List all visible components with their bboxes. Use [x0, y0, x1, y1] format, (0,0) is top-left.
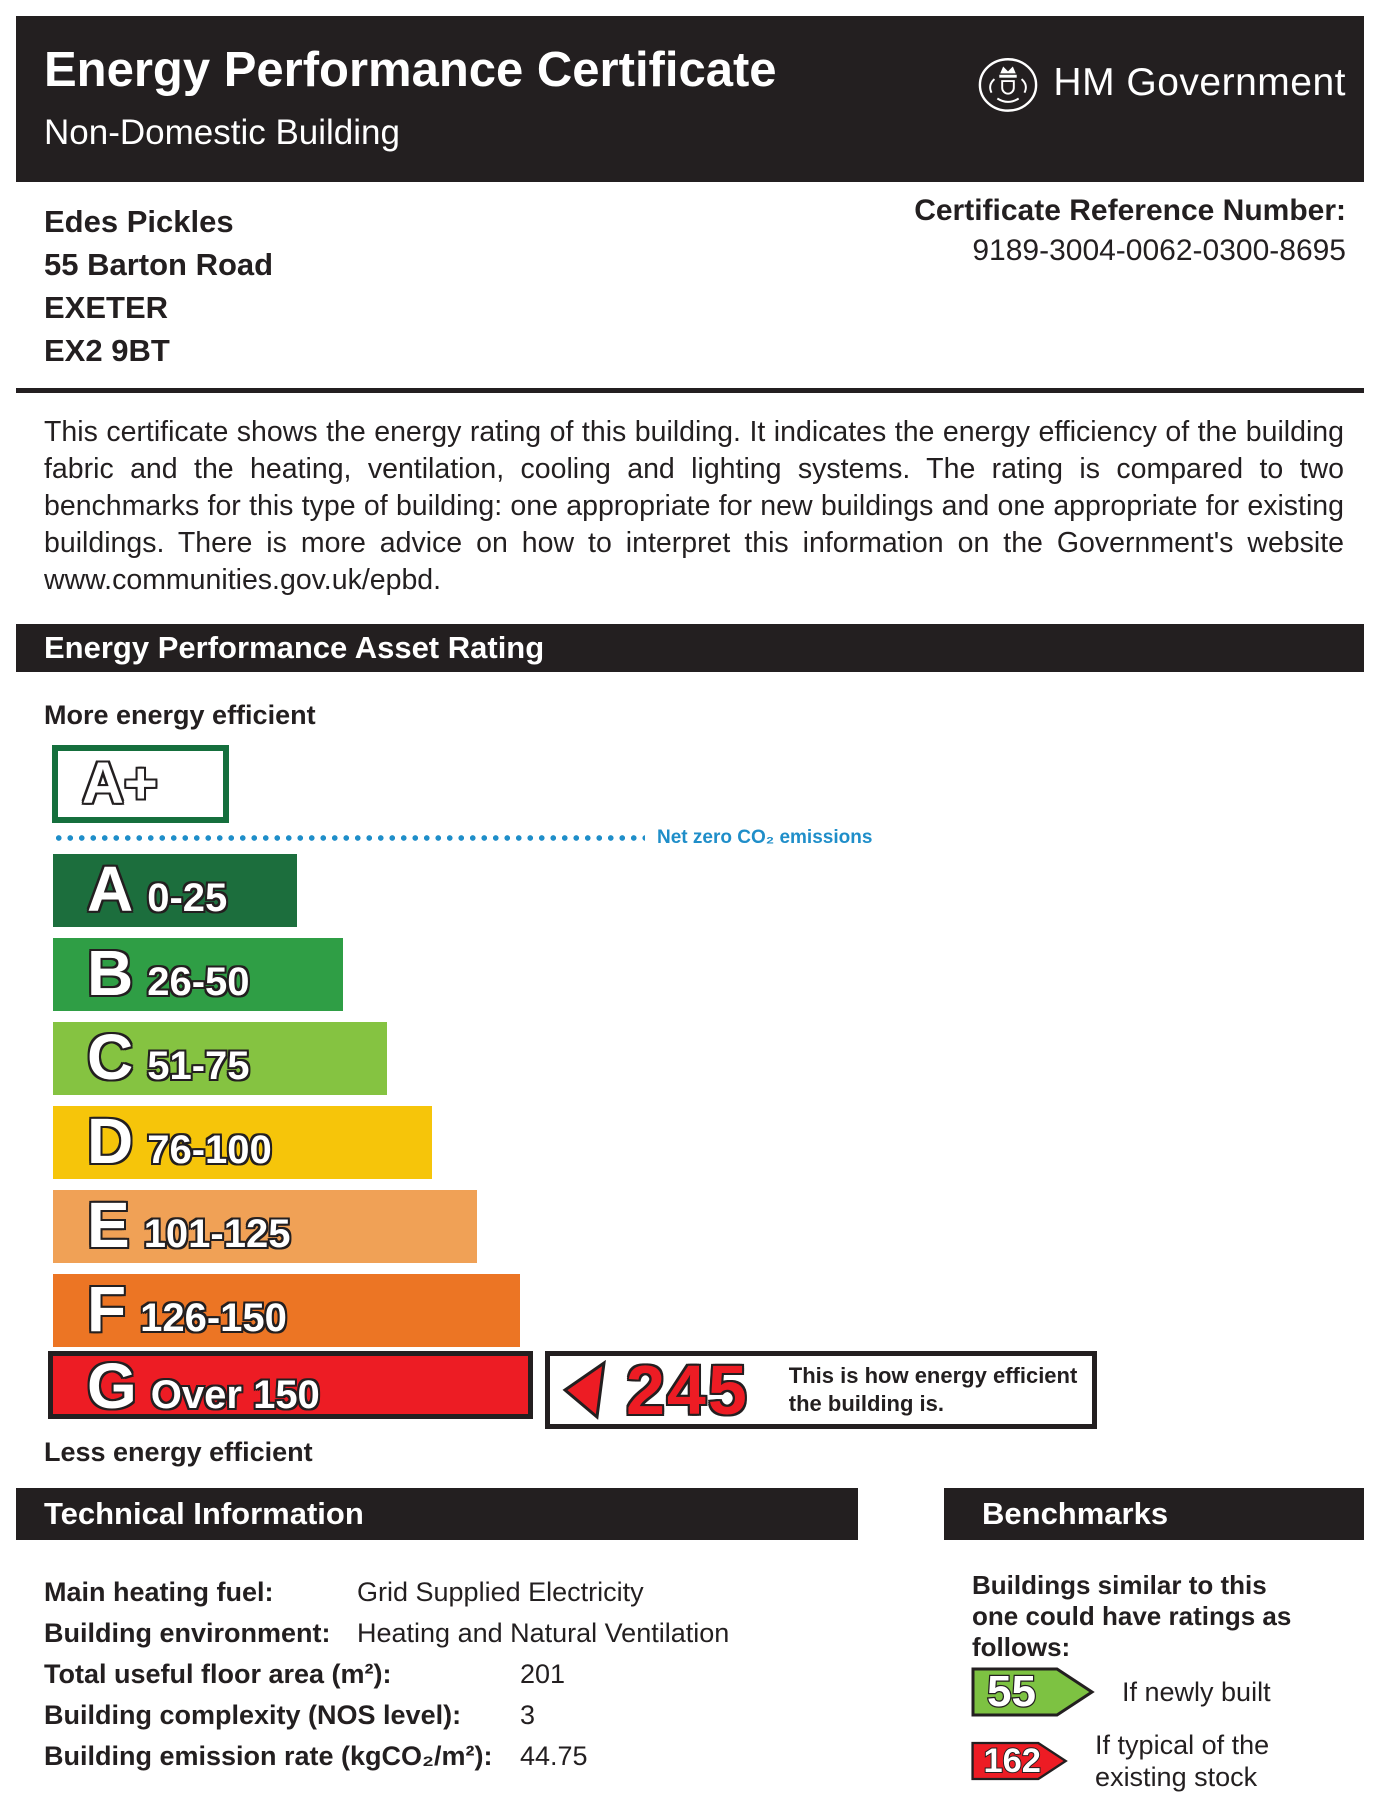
rating-arrow-icon	[562, 1360, 606, 1420]
section-asset-rating-title: Energy Performance Asset Rating	[44, 630, 545, 665]
benchmarks-intro: Buildings similar to this one could have ratings as follows:	[972, 1570, 1292, 1662]
band-b	[53, 938, 343, 1011]
band-letter: D	[87, 1105, 134, 1177]
address-line: EXETER	[44, 290, 169, 325]
rating-note-line2: the building is.	[788, 1391, 945, 1416]
benchmarks-section	[944, 1488, 1364, 1805]
address-line: EX2 9BT	[44, 333, 170, 368]
dotted-line	[53, 834, 645, 842]
net-zero-label: Net zero CO₂ emissions	[657, 827, 873, 848]
tech-row	[44, 1658, 858, 1691]
rating-note-line1: This is how energy efficient	[788, 1363, 1078, 1388]
royal-crest-icon	[977, 52, 1039, 114]
technical-information-section	[16, 1488, 858, 1781]
rating-note	[789, 1362, 1078, 1418]
band-range: 76-100	[147, 1128, 272, 1172]
band-range: Over 150	[150, 1373, 320, 1417]
header-banner	[16, 16, 1364, 182]
logo-text: HM Government	[1053, 61, 1346, 104]
rating-value: 245	[626, 1351, 749, 1429]
tech-row	[44, 1576, 858, 1609]
tech-label: Total useful floor area (m²):	[44, 1659, 392, 1689]
rating-indicator	[545, 1351, 1097, 1429]
benchmark-item	[971, 1667, 1364, 1717]
tech-row	[44, 1617, 858, 1650]
intro-paragraph: This certificate shows the energy rating of this building. It indicates the energy efficiency of the building fabric and the heating, ventilation, cooling and lighting systems. The rating is compared to two benchmarks for this type of building: one appropriate for new buildings and one appropriate for existing buildings. There is more advice on how to interpret this information on the Government's website www.communities.gov.uk/epbd.	[44, 416, 1344, 596]
band-letter: A	[87, 853, 134, 925]
band-letter: F	[87, 1273, 127, 1345]
address-block	[44, 200, 273, 372]
certificate-reference-label: Certificate Reference Number:	[914, 194, 1346, 227]
rating-bands	[48, 854, 533, 1430]
section-benchmarks-title: Benchmarks	[982, 1496, 1169, 1531]
band-letter: G	[87, 1350, 137, 1422]
band-a-plus	[52, 745, 229, 823]
band-range: 0-25	[147, 876, 228, 920]
band-a	[53, 854, 297, 927]
band-letter: C	[87, 1021, 134, 1093]
page-subtitle: Non-Domestic Building	[44, 113, 400, 152]
tech-value: 44.75	[520, 1741, 588, 1771]
benchmark-items	[971, 1667, 1364, 1793]
band-g	[48, 1350, 533, 1422]
certificate-reference-number: 9189-3004-0062-0300-8695	[972, 234, 1346, 267]
certificate-reference	[914, 192, 1346, 270]
band-range: 51-75	[147, 1044, 250, 1088]
address-line: Edes Pickles	[44, 204, 234, 239]
page-title: Energy Performance Certificate	[44, 43, 777, 97]
divider-rule	[16, 388, 1364, 393]
technical-rows	[44, 1576, 858, 1773]
tech-row	[44, 1699, 858, 1732]
address-line: 55 Barton Road	[44, 247, 274, 282]
tech-value: Heating and Natural Ventilation	[357, 1618, 730, 1648]
section-technical-title: Technical Information	[44, 1496, 364, 1531]
tech-row	[44, 1740, 858, 1773]
band-letter: B	[87, 937, 134, 1009]
band-a-plus-label: A+	[82, 751, 158, 816]
benchmark-value: 162	[983, 1741, 1041, 1780]
more-efficient-label: More energy efficient	[44, 700, 316, 730]
net-zero-line	[53, 828, 872, 848]
benchmark-arrow-icon	[971, 1667, 1095, 1717]
benchmark-arrow-icon	[971, 1736, 1068, 1786]
benchmark-value: 55	[987, 1667, 1036, 1716]
band-range: 101-125	[143, 1212, 291, 1256]
tech-value: Grid Supplied Electricity	[357, 1577, 644, 1607]
section-asset-rating	[16, 624, 1364, 672]
section-benchmarks	[944, 1488, 1364, 1540]
tech-label: Main heating fuel:	[44, 1577, 274, 1607]
tech-value: 3	[520, 1700, 536, 1730]
section-technical-information	[16, 1488, 858, 1540]
less-efficient-label: Less energy efficient	[44, 1437, 313, 1467]
tech-label: Building environment:	[44, 1618, 331, 1648]
band-c	[53, 1022, 387, 1095]
band-range: 26-50	[147, 960, 250, 1004]
band-letter: E	[87, 1189, 130, 1261]
benchmark-label: If typical of the existing stock	[1095, 1730, 1270, 1792]
benchmark-item	[971, 1729, 1364, 1793]
tech-value: 201	[520, 1659, 566, 1689]
tech-label: Building emission rate (kgCO₂/m²):	[44, 1741, 493, 1771]
band-range: 126-150	[140, 1296, 287, 1340]
hm-government-logo	[977, 52, 1346, 114]
band-f	[53, 1274, 520, 1347]
tech-label: Building complexity (NOS level):	[44, 1700, 462, 1730]
band-d	[53, 1106, 432, 1179]
benchmark-label: If newly built	[1122, 1677, 1271, 1707]
band-e	[53, 1190, 477, 1263]
